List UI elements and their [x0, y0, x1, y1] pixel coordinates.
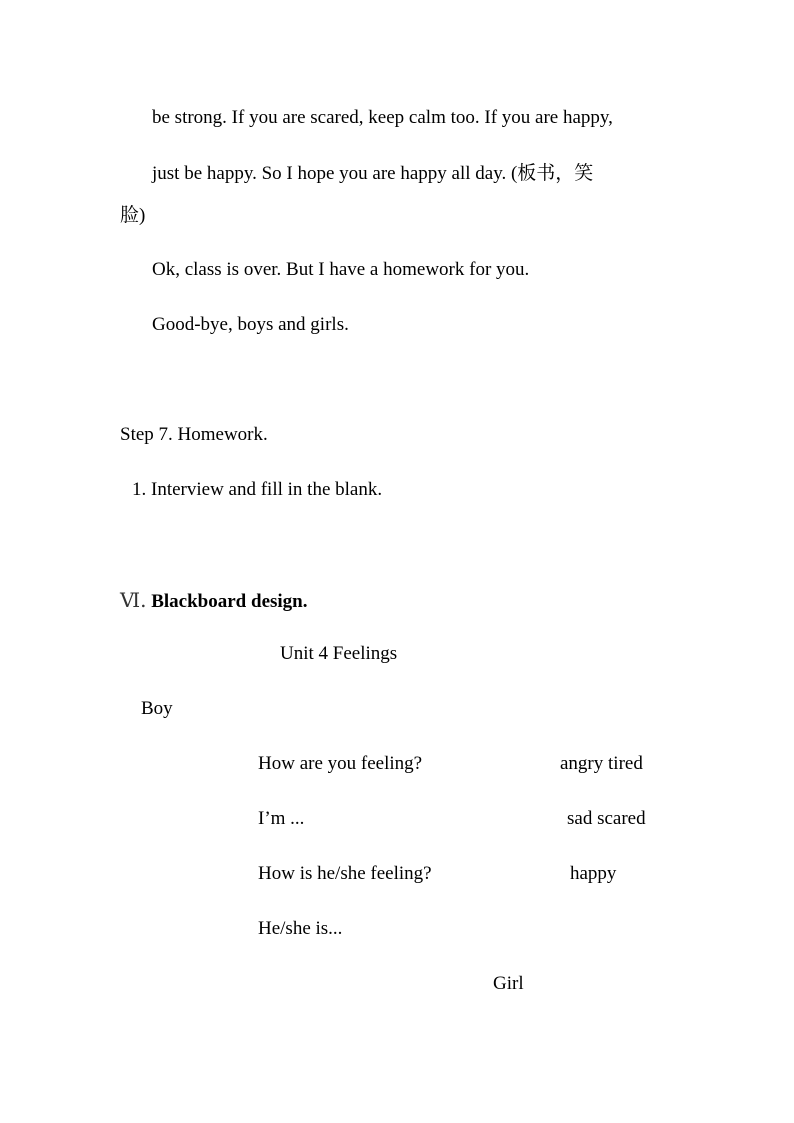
blackboard-answer-2: He/she is...	[258, 918, 343, 939]
paragraph-line-1: be strong. If you are scared, keep calm too. If you are happy,	[152, 107, 613, 128]
paragraph-line-2: just be happy. So I hope you are happy all day. (板书，笑	[152, 163, 594, 184]
blackboard-words-1: angry tired	[560, 753, 643, 774]
blackboard-question-1: How are you feeling?	[258, 753, 423, 774]
blackboard-girl-label: Girl	[493, 973, 524, 994]
homework-item-1: 1. Interview and fill in the blank.	[132, 479, 383, 500]
blackboard-words-3: happy	[570, 863, 617, 884]
section-title: Blackboard design.	[151, 591, 308, 612]
paragraph-line-3: 脸)	[120, 205, 146, 226]
section-heading	[120, 588, 308, 614]
paragraph-line-5: Good-bye, boys and girls.	[152, 314, 349, 335]
blackboard-answer-1: I’m ...	[258, 808, 305, 829]
blackboard-words-2: sad scared	[567, 808, 646, 829]
blackboard-question-2: How is he/she feeling?	[258, 863, 432, 884]
paragraph-line-4: Ok, class is over. But I have a homework for you.	[152, 259, 530, 280]
blackboard-boy-label: Boy	[141, 698, 173, 719]
section-numeral: Ⅵ.	[120, 588, 147, 612]
blackboard-title: Unit 4 Feelings	[280, 643, 398, 664]
step7-heading: Step 7. Homework.	[120, 424, 268, 445]
